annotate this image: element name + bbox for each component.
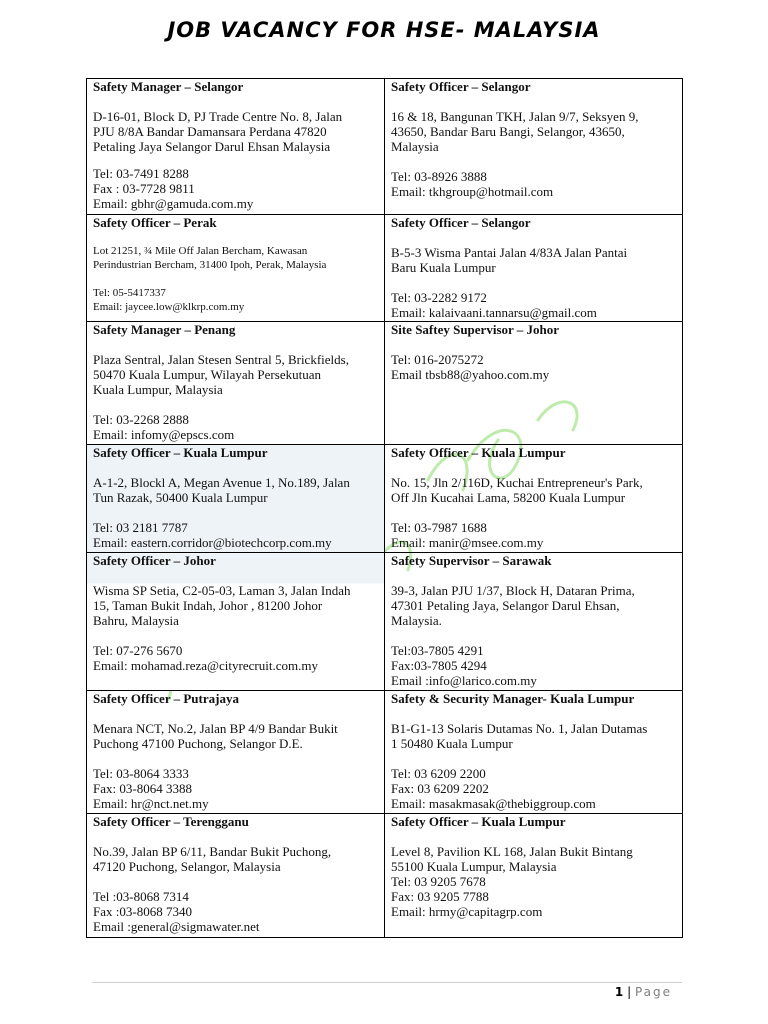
address-line: Baru Kuala Lumpur	[391, 260, 496, 275]
job-title: Safety Officer – Kuala Lumpur	[391, 445, 566, 460]
address	[93, 109, 380, 154]
contact-info	[391, 169, 678, 199]
email: Email: eastern.corridor@biotechcorp.com.my	[93, 535, 332, 550]
address	[391, 475, 678, 505]
address	[93, 352, 380, 397]
page-number: 1	[614, 985, 624, 999]
address	[93, 244, 380, 272]
vacancy-cell	[87, 553, 385, 691]
vacancy-cell	[385, 215, 683, 322]
phone: Tel: 03-7987 1688	[391, 520, 487, 535]
address-line: B-5-3 Wisma Pantai Jalan 4/83A Jalan Pantai	[391, 245, 628, 260]
vacancy-cell	[87, 215, 385, 322]
address-line: Off Jln Kucahai Lama, 58200 Kuala Lumpur	[391, 490, 626, 505]
email: Email :info@larico.com.my	[391, 673, 537, 688]
address-line: Malaysia.	[391, 613, 442, 628]
address-line: 47120 Puchong, Selangor, Malaysia	[93, 859, 281, 874]
email: Email: masakmasak@thebiggroup.com	[391, 796, 596, 811]
email: Email: kalaivaani.tannarsu@gmail.com	[391, 305, 597, 320]
vacancy-cell	[385, 691, 683, 814]
page-separator: |	[627, 985, 632, 999]
address-line: Lot 21251, ¾ Mile Off Jalan Bercham, Kawasan	[93, 245, 308, 257]
address	[93, 721, 380, 751]
address-line: 55100 Kuala Lumpur, Malaysia	[391, 859, 557, 874]
footer-divider	[92, 982, 682, 983]
phone: Tel: 05-5417337	[93, 287, 166, 299]
vacancy-cell	[87, 445, 385, 553]
address-line: Kuala Lumpur, Malaysia	[93, 382, 223, 397]
contact-info	[93, 286, 380, 314]
job-title: Safety Officer – Terengganu	[93, 814, 249, 829]
address	[93, 583, 380, 628]
address-line: 50470 Kuala Lumpur, Wilayah Persekutuan	[93, 367, 321, 382]
address-line: Plaza Sentral, Jalan Stesen Sentral 5, Brickfields,	[93, 352, 349, 367]
address	[93, 475, 380, 505]
job-title: Safety Officer – Kuala Lumpur	[391, 814, 566, 829]
address-line: No.39, Jalan BP 6/11, Bandar Bukit Puchong,	[93, 844, 332, 859]
address-line: 16 & 18, Bangunan TKH, Jalan 9/7, Seksyen 9,	[391, 109, 639, 124]
address-line: A-1-2, Blockl A, Megan Avenue 1, No.189, Jalan	[93, 475, 350, 490]
vacancy-cell	[385, 814, 683, 938]
vacancy-cell	[385, 79, 683, 215]
address-line: Puchong 47100 Puchong, Selangor D.E.	[93, 736, 303, 751]
address-line: PJU 8/8A Bandar Damansara Perdana 47820	[93, 124, 327, 139]
phone: Tel: 03-8064 3333	[93, 766, 189, 781]
table-row	[87, 445, 683, 553]
contact-info	[93, 889, 380, 934]
fax: Fax: 03-8064 3388	[93, 781, 192, 796]
job-title: Safety Manager – Penang	[93, 322, 236, 337]
email: Email :general@sigmawater.net	[93, 919, 260, 934]
job-title: Site Saftey Supervisor – Johor	[391, 322, 560, 337]
address	[391, 245, 678, 275]
job-title: Safety Officer – Selangor	[391, 215, 531, 230]
email: Email: manir@msee.com.my	[391, 535, 544, 550]
table-row	[87, 814, 683, 938]
fax: Fax : 03-7728 9811	[93, 181, 195, 196]
email: Email: jaycee.low@klkrp.com.my	[93, 301, 245, 313]
job-title: Safety Officer – Perak	[93, 215, 217, 230]
vacancy-cell	[385, 322, 683, 445]
address-line: Tun Razak, 50400 Kuala Lumpur	[93, 490, 268, 505]
address-line: Level 8, Pavilion KL 168, Jalan Bukit Bintang	[391, 844, 633, 859]
phone: Tel: 03-7491 8288	[93, 166, 189, 181]
address	[391, 109, 678, 154]
table-row	[87, 79, 683, 215]
fax: Fax: 03 6209 2202	[391, 781, 489, 796]
vacancy-cell	[87, 691, 385, 814]
phone: Tel: 03-8926 3888	[391, 169, 487, 184]
vacancy-cell	[87, 79, 385, 215]
address	[391, 721, 678, 751]
email: Email: gbhr@gamuda.com.my	[93, 196, 254, 211]
phone: Tel: 03-2282 9172	[391, 290, 487, 305]
fax: Fax:03-7805 4294	[391, 658, 487, 673]
job-title: Safety & Security Manager- Kuala Lumpur	[391, 691, 635, 706]
contact-info	[93, 643, 380, 673]
contact-info	[391, 520, 678, 550]
address-line: 43650, Bandar Baru Bangi, Selangor, 43650,	[391, 124, 625, 139]
page-label: Page	[634, 985, 672, 999]
address-line: 15, Taman Bukit Indah, Johor , 81200 Johor	[93, 598, 323, 613]
address	[391, 583, 678, 628]
address-line: No. 15, Jln 2/116D, Kuchai Entrepreneur's Park,	[391, 475, 643, 490]
contact-info	[93, 166, 380, 211]
phone: Tel:03-7805 4291	[391, 643, 484, 658]
phone: Tel :03-8068 7314	[93, 889, 189, 904]
contact-info	[391, 643, 678, 688]
contact-info	[93, 766, 380, 811]
vacancy-cell	[385, 553, 683, 691]
address-line: Perindustrian Bercham, 31400 Ipoh, Perak, Malaysia	[93, 259, 327, 271]
vacancy-cell	[87, 322, 385, 445]
email: Email: hr@nct.net.my	[93, 796, 209, 811]
address-line: 39-3, Jalan PJU 1/37, Block H, Dataran Prima,	[391, 583, 635, 598]
contact-info	[391, 290, 678, 320]
job-title: Safety Supervisor – Sarawak	[391, 553, 552, 568]
vacancy-cell	[87, 814, 385, 938]
phone: Tel: 03 6209 2200	[391, 766, 486, 781]
job-title: Safety Officer – Selangor	[391, 79, 531, 94]
address-line: Petaling Jaya Selangor Darul Ehsan Malaysia	[93, 139, 331, 154]
phone: Tel: 03-2268 2888	[93, 412, 189, 427]
email: Email tbsb88@yahoo.com.my	[391, 367, 550, 382]
contact-info	[93, 412, 380, 442]
table-row	[87, 215, 683, 322]
fax: Fax :03-8068 7340	[93, 904, 192, 919]
job-title: Safety Manager – Selangor	[93, 79, 244, 94]
address-line: Menara NCT, No.2, Jalan BP 4/9 Bandar Bukit	[93, 721, 338, 736]
phone: Tel: 016-2075272	[391, 352, 484, 367]
email: Email: hrmy@capitagrp.com	[391, 904, 543, 919]
phone: Tel: 03 9205 7678	[391, 874, 486, 889]
document-title: JOB VACANCY FOR HSE- MALAYSIA	[167, 18, 601, 42]
contact-info	[391, 766, 678, 811]
job-title: Safety Officer – Kuala Lumpur	[93, 445, 268, 460]
address-line: Wisma SP Setia, C2-05-03, Laman 3, Jalan Indah	[93, 583, 351, 598]
contact-info	[391, 352, 678, 382]
vacancy-table	[86, 78, 683, 938]
phone: Tel: 03 2181 7787	[93, 520, 188, 535]
address-line: D-16-01, Block D, PJ Trade Centre No. 8, Jalan	[93, 109, 343, 124]
address-line: 1 50480 Kuala Lumpur	[391, 736, 513, 751]
table-row	[87, 553, 683, 691]
page-footer	[615, 985, 672, 999]
job-title: Safety Officer – Johor	[93, 553, 216, 568]
address-line: B1-G1-13 Solaris Dutamas No. 1, Jalan Dutamas	[391, 721, 648, 736]
address	[93, 844, 380, 874]
address-line: 47301 Petaling Jaya, Selangor Darul Ehsan,	[391, 598, 620, 613]
job-title: Safety Officer – Putrajaya	[93, 691, 239, 706]
phone: Tel: 07-276 5670	[93, 643, 183, 658]
vacancy-cell	[385, 445, 683, 553]
email: Email: infomy@epscs.com	[93, 427, 235, 442]
email: Email: tkhgroup@hotmail.com	[391, 184, 554, 199]
contact-info	[93, 520, 380, 550]
address-line: Bahru, Malaysia	[93, 613, 179, 628]
table-row	[87, 322, 683, 445]
address-line: Malaysia	[391, 139, 439, 154]
fax: Fax: 03 9205 7788	[391, 889, 489, 904]
email: Email: mohamad.reza@cityrecruit.com.my	[93, 658, 318, 673]
address	[391, 844, 678, 874]
contact-info	[391, 874, 678, 919]
table-row	[87, 691, 683, 814]
